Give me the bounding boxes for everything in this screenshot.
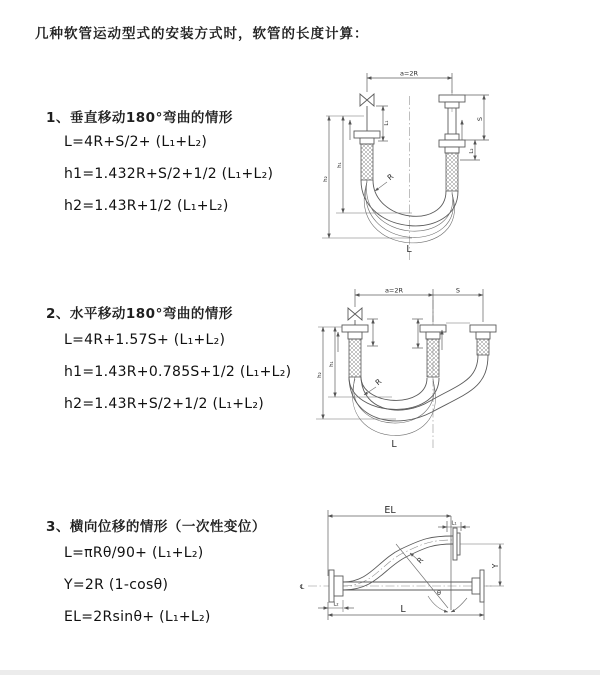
formula-1-h1: h1=1.432R+S/2+1/2 (L₁+L₂) xyxy=(64,166,274,182)
section-1-heading: 1、垂直移动180°弯曲的情形 xyxy=(46,110,233,126)
dim-label-l1: L₁ xyxy=(451,520,457,527)
braid-section xyxy=(349,339,361,377)
dim-label-r: R xyxy=(373,376,384,388)
dim-label-r: R xyxy=(385,171,396,183)
formula-2-l: L=4R+1.57S+ (L₁+L₂) xyxy=(64,332,226,348)
formula-3-el: EL=2Rsinθ+ (L₁+L₂) xyxy=(64,609,211,625)
formula-2-h1: h1=1.43R+0.785S+1/2 (L₁+L₂) xyxy=(64,364,292,380)
dim-label-h1: h₁ xyxy=(329,361,335,367)
dim-label-h1: h₁ xyxy=(337,162,343,168)
dim-label-r: R xyxy=(415,555,426,566)
dim-label-a2r: a=2R xyxy=(384,286,404,295)
dim-label-y: Y xyxy=(491,563,500,569)
section-2-heading: 2、水平移动180°弯曲的情形 xyxy=(46,306,233,322)
dim-label-l2: L₂ xyxy=(333,601,339,608)
left-flange xyxy=(329,570,343,602)
section-3-heading: 3、横向位移的情形（一次性变位） xyxy=(46,519,266,535)
valve-icon xyxy=(360,94,374,106)
dim-label-l: L xyxy=(391,439,397,450)
right-pipe-assembly xyxy=(470,325,496,355)
braid-section xyxy=(427,339,439,377)
dim-label-theta: θ xyxy=(437,589,441,597)
dim-label-s: S xyxy=(455,286,461,295)
dim-label-l1: L₁ xyxy=(384,120,390,126)
page-title: 几种软管运动型式的安装方式时，软管的长度计算： xyxy=(35,26,369,42)
braid-section xyxy=(361,144,373,180)
diagram-horizontal-180-bend xyxy=(310,282,600,457)
dim-label-l: L xyxy=(406,244,412,255)
dim-label-s: S xyxy=(476,116,484,122)
valve-icon xyxy=(348,308,362,320)
braid-section xyxy=(477,339,489,355)
formula-3-l: L=πRθ/90+ (L₁+L₂) xyxy=(64,545,204,561)
dimensions xyxy=(318,505,504,620)
lower-right-flange xyxy=(472,570,484,602)
dimensions xyxy=(316,287,483,451)
left-pipe-assembly xyxy=(342,308,368,377)
page-bottom-edge xyxy=(0,670,600,675)
dim-label-a2r: a=2R xyxy=(399,69,419,78)
formula-2-h2: h2=1.43R+S/2+1/2 (L₁+L₂) xyxy=(64,396,265,412)
left-pipe-assembly xyxy=(354,94,380,180)
formula-3-y: Y=2R (1-cosθ) xyxy=(64,577,169,593)
angle-arc xyxy=(451,598,467,612)
formula-1-h2: h2=1.43R+1/2 (L₁+L₂) xyxy=(64,198,229,214)
dim-label-l2: L₂ xyxy=(469,148,475,154)
centerline-symbol: ℄ xyxy=(300,583,305,591)
formula-1-l: L=4R+S/2+ (L₁+L₂) xyxy=(64,134,208,150)
dim-label-l: L xyxy=(400,604,406,615)
hose-curves xyxy=(349,355,488,436)
braid-section xyxy=(446,153,458,191)
diagram-lateral-displacement xyxy=(298,502,600,637)
upper-right-flange xyxy=(453,528,460,560)
dim-label-h2: h₂ xyxy=(323,176,329,182)
diagram-vertical-180-bend xyxy=(312,66,572,266)
dim-label-h2: h₂ xyxy=(317,372,323,378)
dim-label-el: EL xyxy=(384,505,396,516)
